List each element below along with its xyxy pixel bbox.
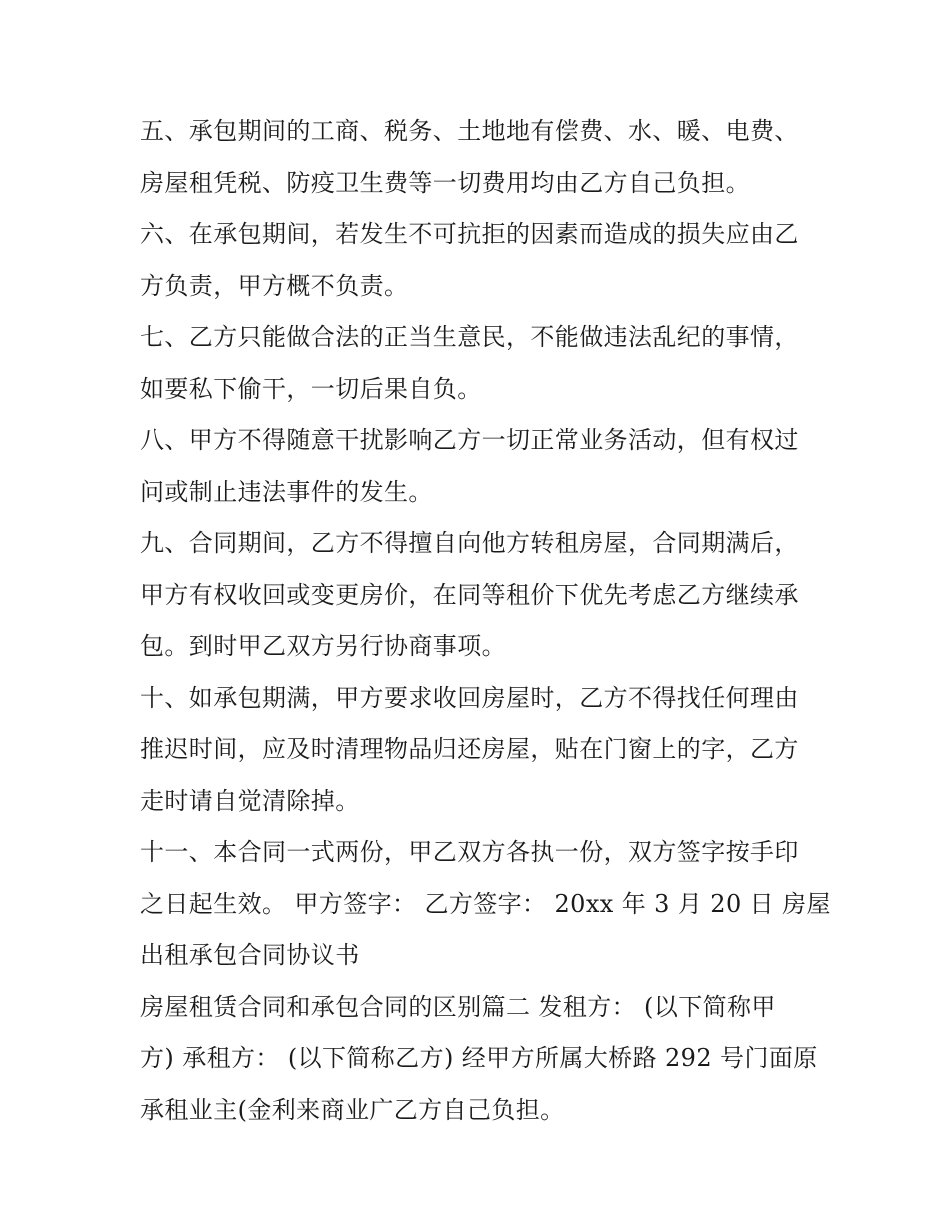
- text-line: 走时请自觉清除掉。: [140, 786, 360, 815]
- text-line: 十一、本合同一式两份，甲乙双方各执一份，双方签字按手印: [140, 838, 799, 866]
- text-line: 六、在承包期间，若发生不可抗拒的因素而造成的损失应由乙: [140, 220, 799, 248]
- text-line: 五、承包期间的工商、税务、土地地有偿费、水、暖、电费、: [140, 117, 799, 145]
- text-line: 十、如承包期满，甲方要求收回房屋时，乙方不得找任何理由: [140, 683, 799, 712]
- text-line: 九、合同期间，乙方不得擅自向他方转租房屋，合同期满后，: [140, 529, 799, 557]
- text-line: 方负责，甲方概不负责。: [140, 271, 409, 300]
- text-line: 八、甲方不得随意干扰影响乙方一切正常业务活动，但有权过: [140, 426, 799, 454]
- text-line: 房屋租赁合同和承包合同的区别篇二 发租方： (以下简称甲: [140, 992, 776, 1021]
- text-line: 推迟时间，应及时清理物品归还房屋，贴在门窗上的字，乙方: [140, 735, 799, 763]
- text-line: 出租承包合同协议书: [140, 941, 360, 969]
- text-line: 承租业主(金利来商业广乙方自己负担。: [140, 1095, 565, 1124]
- text-line: 七、乙方只能做合法的正当生意民，不能做违法乱纪的事情，: [140, 323, 799, 351]
- text-line: 问或制止违法事件的发生。: [140, 477, 433, 506]
- text-line: 方) 承租方： (以下简称乙方) 经甲方所属大桥路 292 号门面原: [140, 1044, 818, 1072]
- text-line: 之日起生效。 甲方签字： 乙方签字： 20xx 年 3 月 20 日 房屋: [140, 889, 831, 918]
- text-line: 如要私下偷干，一切后果自负。: [140, 374, 482, 403]
- text-line: 甲方有权收回或变更房价，在同等租价下优先考虑乙方继续承: [140, 580, 799, 609]
- text-line: 包。到时甲乙双方另行协商事项。: [140, 632, 506, 660]
- text-line: 房屋租凭税、防疫卫生费等一切费用均由乙方自己负担。: [140, 168, 750, 197]
- document-body: [140, 106, 831, 1136]
